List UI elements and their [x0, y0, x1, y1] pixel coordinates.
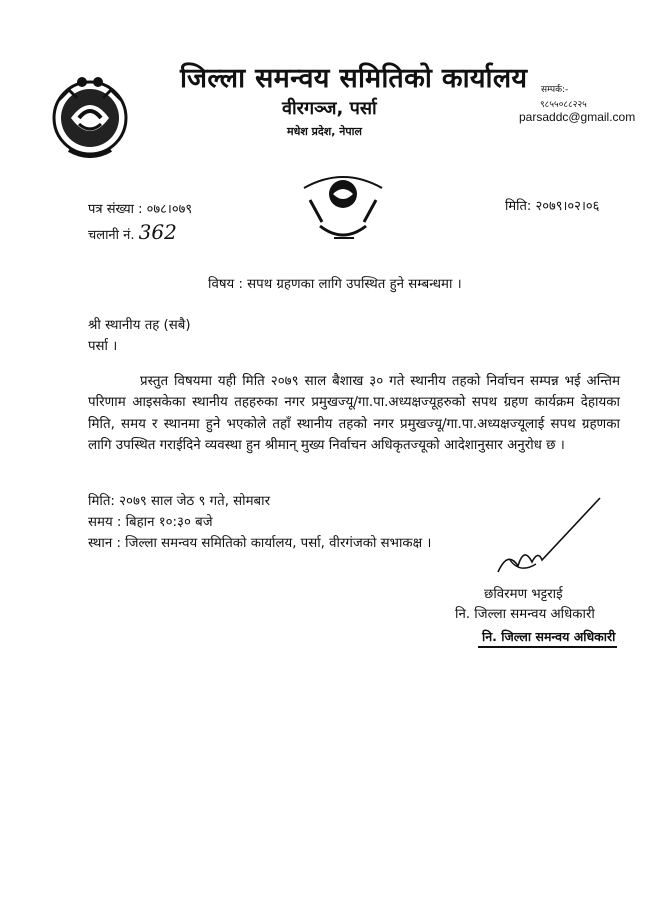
- office-province: मधेश प्रदेश, नेपाल: [287, 125, 362, 138]
- body-paragraph: प्रस्तुत विषयमा यही मिति २०७९ साल बैशाख ३० गते स्थानीय तहको निर्वाचन सम्पन्न भई अन्तिम परिणाम आइसकेका स्थानीय तहहरुका नगर प्रमुखज्यू/गा.पा.अध्यक्षज्यूहरुको सपथ ग्रहण कार्यक्रम देहायका मिति, समय र स्थानमा हुने भएकोले तहाँ स्थानीय तहको नगर प्रमुखज्यू/गा.पा.अध्यक्षज्यूलाई सपथ ग्रहणका लागि उपस्थित गराईदिने व्यवस्था हुन श्रीमान् मुख्य निर्वाचन अधिकृतज्यूको आदेशानुसार अनुरोध छ ।: [88, 374, 620, 453]
- contact-phone: ९८५५०८८२२५: [540, 100, 587, 110]
- office-location: वीरगञ्ज, पर्सा: [282, 98, 377, 119]
- office-seal-icon: [296, 170, 390, 250]
- chalani-number: चलानी नं. 362: [88, 220, 177, 244]
- subject-line: विषय : सपथ ग्रहणका लागि उपस्थित हुने सम्बन्धमा ।: [208, 277, 462, 292]
- office-title: जिल्ला समन्वय समितिको कार्यालय: [180, 63, 528, 94]
- recipient-line1: श्री स्थानीय तह (सबै): [88, 318, 191, 333]
- signature-icon: [490, 490, 610, 590]
- signatory-designation: नि. जिल्ला समन्वय अधिकारी: [455, 607, 595, 622]
- recipient-line2: पर्सा ।: [88, 339, 118, 354]
- designation-stamp: नि. जिल्ला समन्वय अधिकारी: [478, 628, 617, 648]
- contact-email: parsaddc@gmail.com: [519, 110, 636, 124]
- event-time: समय : बिहान १०:३० बजे: [88, 515, 213, 530]
- signatory-name: छविरमण भट्टराई: [484, 587, 563, 602]
- contact-label: सम्पर्क:-: [541, 85, 569, 95]
- nepal-emblem-icon: [49, 72, 131, 158]
- patra-sankhya: पत्र संख्या : ०७८।०७९: [88, 202, 193, 217]
- letter-date: मिति: २०७९।०२।०६: [505, 199, 600, 214]
- chalani-handwritten: 362: [138, 220, 177, 244]
- event-date: मिति: २०७९ साल जेठ ९ गते, सोमबार: [88, 494, 271, 509]
- event-venue: स्थान : जिल्ला समन्वय समितिको कार्यालय, पर्सा, वीरगंजको सभाकक्ष ।: [88, 536, 432, 551]
